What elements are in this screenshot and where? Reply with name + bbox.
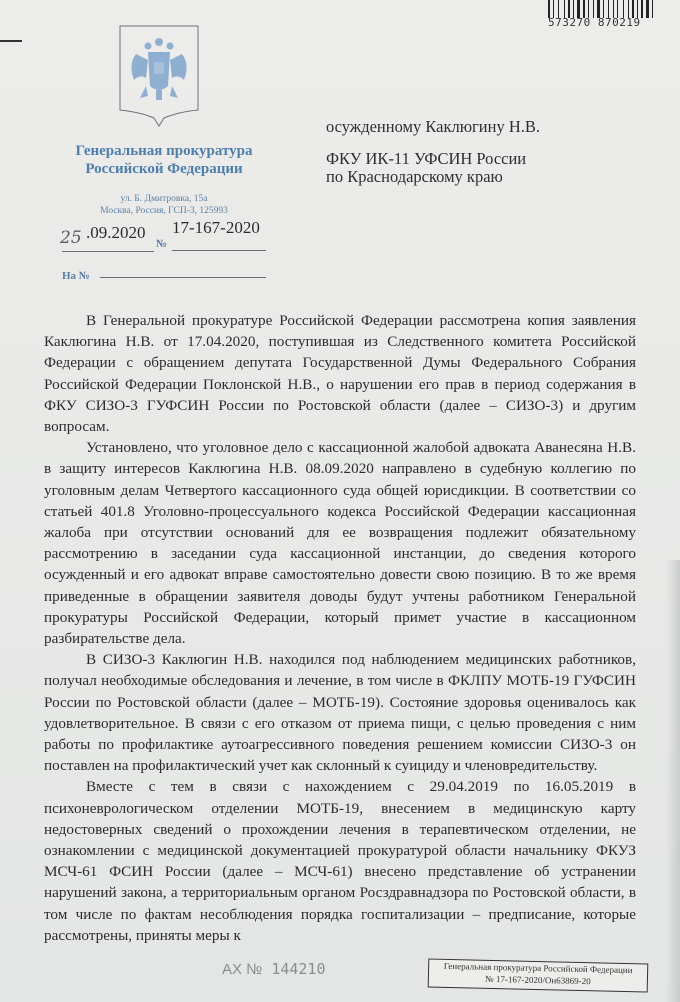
- number-label: №: [156, 238, 168, 250]
- registration-stamp: [428, 959, 649, 993]
- stamp-line1: Генеральная прокуратура Российской Федерации: [443, 960, 633, 976]
- reply-to-underline: [100, 277, 266, 278]
- body-paragraph: Вместе с тем в связи с нахождением с 29.04.2019 по 16.05.2019 в психоневрологическом отделении МОТБ-19, внесением в медицинскую карту недостоверных сведений о прохождении лечения в терапевтическом отделении, не ознакомлении с медицинской документацией прокуратурой области начальнику ФКУЗ МСЧ-61 ФСИН России (далее – МСЧ-61) внесено представление об устранении нарушений закона, а территориальным органом Росздравнадзора по Ростовской области, в том числе по фактам несоблюдения порядка госпитализации – предписание, которые рассмотрены, приняты меры к: [44, 778, 636, 944]
- page-edge-shadow: [666, 560, 680, 1002]
- letter-body: [44, 310, 636, 946]
- barcode-number: 573270 870219: [548, 16, 641, 29]
- recipient-institution: ФКУ ИК-11 УФСИН России: [326, 149, 527, 168]
- org-name-line2: Российской Федерации: [85, 161, 243, 177]
- address-line1: ул. Б. Дмитровка, 15а: [120, 194, 208, 204]
- form-series: АХ №: [222, 961, 263, 978]
- letterhead-organization: [56, 142, 272, 178]
- org-name-line1: Генеральная прокуратура: [75, 143, 253, 159]
- recipient-block: [326, 118, 540, 186]
- number-underline: [172, 250, 266, 251]
- barcode: [548, 0, 676, 34]
- recipient-region: по Краснодарскому краю: [326, 167, 503, 186]
- date-underline: [62, 251, 154, 252]
- form-number: 144210: [271, 960, 326, 978]
- corner-mark: [0, 40, 22, 42]
- form-serial-number: [222, 960, 326, 978]
- body-paragraph: Установлено, что уголовное дело с кассационной жалобой адвоката Аванесяна Н.В. в защиту интересов Каклюгина Н.В. 08.09.2020 направлено в судебную коллегию по уголовным делам Четвертого кассационного суда общей юрисдикции. В соответствии со статьей 401.8 Уголовно-процессуального кодекса Российской Федерации кассационная жалоба при отсутствии оснований для ее возвращения подлежит обязательному рассмотрению в заседании суда кассационной инстанции, до сведения которого осужденный и его адвокат вправе самостоятельно довести свою позицию. В то же время приведенные в обращении заявителя доводы будут учтены работником Генеральной прокуратуры Российской Федерации, который примет участие в кассационном разбирательстве дела.: [44, 439, 636, 648]
- body-paragraph: В СИЗО-3 Каклюгин Н.В. находился под наблюдением медицинских работников, получал необходимые обследования и лечение, в том числе в ФКЛПУ МОТБ-19 ГУФСИН России по Ростовской области (далее – МОТБ-19). Состояние здоровья оценивалось как удовлетворительное. В связи с его отказом от приема пищи, с целью проведения с ним работы по профилактике аутоагрессивного поведения решением комиссии СИЗО-3 он поставлен на профилактический учет как склонный к суициду и членовредительству.: [44, 651, 636, 775]
- coat-of-arms-emblem: [118, 24, 200, 128]
- registration-number: 17-167-2020: [172, 218, 260, 237]
- reply-to-label: На №: [62, 270, 90, 282]
- stamp-line2: № 17-167-2020/Он63869-20: [484, 973, 591, 987]
- handwritten-day: 25: [60, 228, 82, 248]
- address-line2: Москва, Россия, ГСП-3, 125993: [100, 206, 228, 216]
- body-paragraph: В Генеральной прокуратуре Российской Федерации рассмотрена копия заявления Каклюгина Н.В. от 17.04.2020, поступившая из Следственного комитета Российской Федерации с обращением депутата Государственной Думы Федерального Собрания Российской Федерации Поклонской Н.В., о нарушении его прав в период содержания в ФКУ СИЗО-3 ГУФСИН России по Ростовской области (далее – СИЗО-3) и другим вопросам.: [44, 312, 636, 436]
- letter-date: .09.2020: [86, 223, 146, 242]
- recipient-name: осужденному Каклюгину Н.В.: [326, 117, 540, 136]
- letterhead-address: [56, 193, 272, 217]
